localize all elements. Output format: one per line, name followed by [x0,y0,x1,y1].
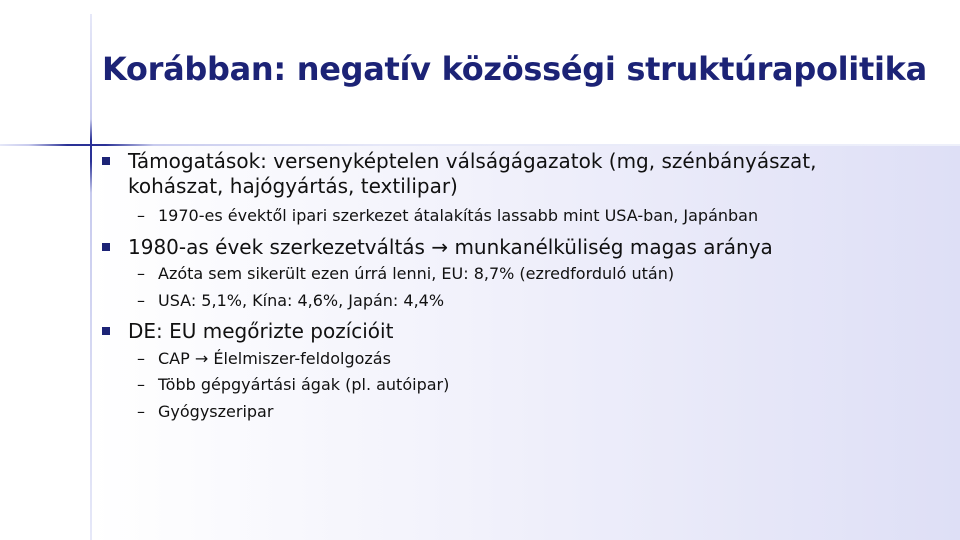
square-bullet-icon [102,243,110,251]
square-bullet-icon [102,157,110,165]
bullet-2-text-before: 1980-as évek szerkezetváltás [128,235,425,259]
dash-bullet-icon: – [137,264,145,283]
dash-bullet-icon: – [137,375,145,394]
bullet-3-text: DE: EU megőrizte pozícióit [128,319,394,343]
bullet-3-sub-1 [158,347,391,371]
right-arrow-icon: → [431,235,449,259]
slide-title: Korábban: negatív közösségi struktúrapolitika [102,50,927,88]
bullet-3-sub-1-after: Élelmiszer-feldolgozás [208,349,391,368]
bullet-1-line-1: Támogatások: versenyképtelen válságágazatok (mg, szénbányászat, [128,149,817,173]
bullet-2-sub-1: Azóta sem sikerült ezen úrrá lenni, EU: 8,7% (ezredforduló után) [158,264,675,283]
dash-bullet-icon: – [137,349,145,368]
dash-bullet-icon: – [137,291,145,310]
dash-bullet-icon: – [137,402,145,421]
bullet-3-sub-1-before: CAP [158,349,190,368]
vertical-accent-line [90,14,92,540]
bullet-1-line-2: kohászat, hajógyártás, textilipar) [128,174,458,198]
bullet-3-sub-3: Gyógyszeripar [158,402,274,421]
right-arrow-icon: → [194,349,209,368]
bullet-2-text [128,235,773,260]
bullet-2-text-after: munkanélküliség magas aránya [448,235,773,259]
dash-bullet-icon: – [137,206,145,225]
bullet-1-sub-1: 1970-es évektől ipari szerkezet átalakítás lassabb mint USA-ban, Japánban [158,206,759,225]
bullet-2-sub-2: USA: 5,1%, Kína: 4,6%, Japán: 4,4% [158,291,445,310]
square-bullet-icon [102,327,110,335]
horizontal-accent-line [0,144,960,146]
bullet-3-sub-2: Több gépgyártási ágak (pl. autóipar) [158,375,450,394]
